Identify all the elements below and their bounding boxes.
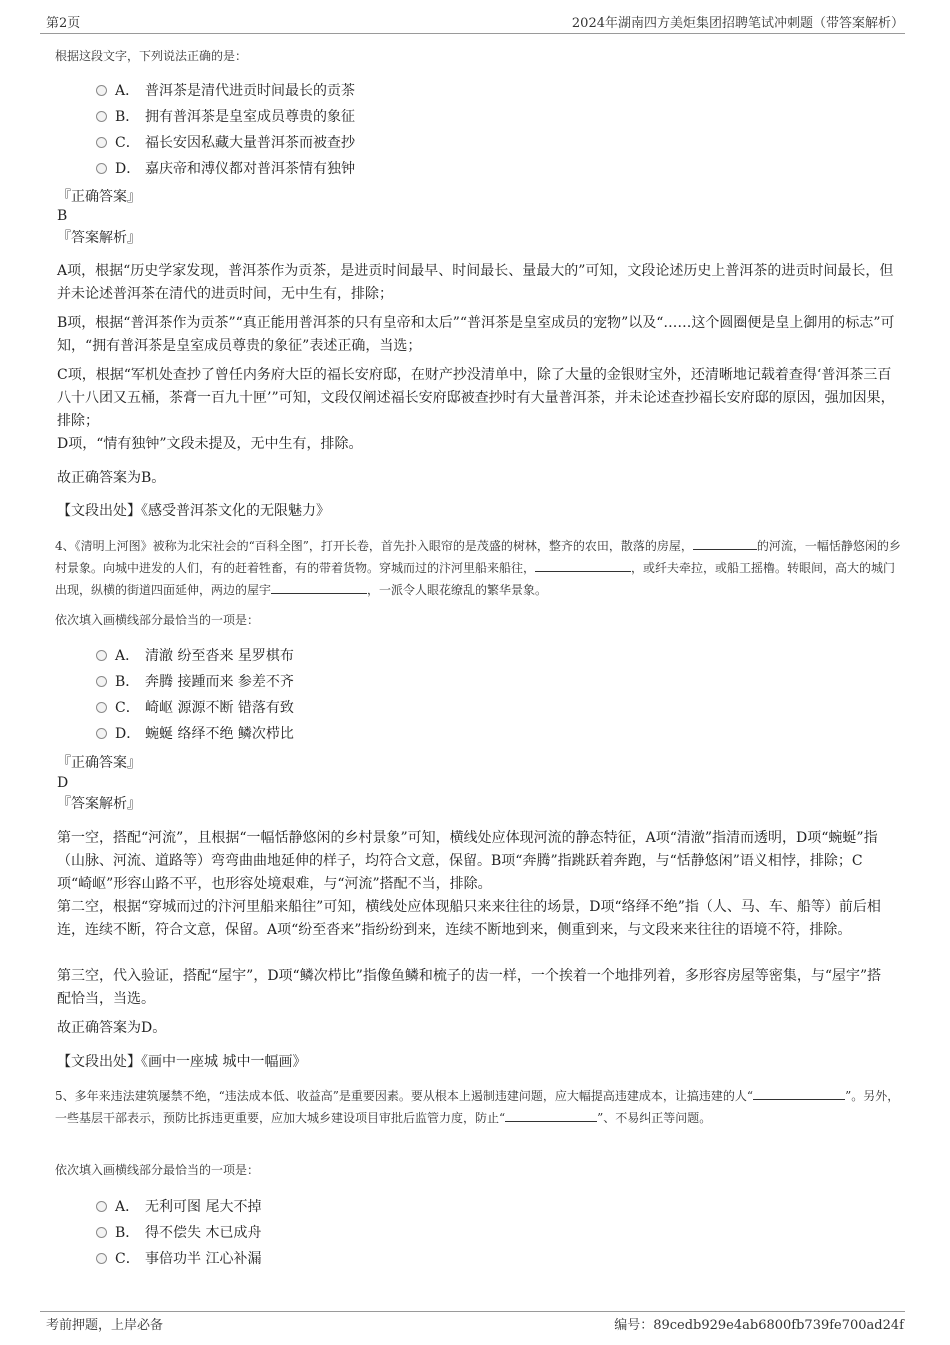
blank-1[interactable]: [753, 1086, 845, 1100]
q3-conclusion: 故正确答案为B。: [57, 470, 166, 486]
q3-answer-label: 『正确答案』: [57, 189, 141, 205]
q4-option-a[interactable]: A． 清澈 纷至沓来 星罗棋布: [96, 646, 294, 666]
q4-option-d[interactable]: D． 蜿蜒 络绎不绝 鳞次栉比: [96, 724, 294, 744]
blank-2[interactable]: [535, 558, 631, 572]
q5-option-a[interactable]: A． 无利可图 尾大不掉: [96, 1197, 261, 1217]
q3-option-d[interactable]: D． 嘉庆帝和溥仪都对普洱茶情有独钟: [96, 159, 355, 179]
footer-slogan: 考前押题，上岸必备: [46, 1318, 164, 1333]
q4-analysis-2: 第二空，根据“穿城而过的汴河里船来船往”可知，横线处应体现船只来来往往的场景，D项“络绎不绝”指（人、马、车、船等）前后相连，连续不断，符合文意，保留。A项“纷至沓来”指纷纷到来，连续不断地到来，侧重到来，与文段来来往往的语境不符，排除。: [57, 899, 881, 938]
q3-analysis-a: A项，根据“历史学家发现，普洱茶作为贡茶，是进贡时间最早、时间最长、量最大的”可知，文段论述历史上普洱茶的进贡时间最长，但并未论述普洱茶在清代的进贡时间，无中生有，排除；: [57, 263, 894, 302]
q4-answer-label: 『正确答案』: [57, 755, 141, 771]
q3-option-a[interactable]: A． 普洱茶是清代进贡时间最长的贡茶: [96, 81, 355, 101]
footer-divider: [40, 1311, 905, 1312]
radio-icon[interactable]: [96, 1227, 107, 1238]
q3-analysis-label: 『答案解析』: [57, 230, 141, 246]
q5-option-b[interactable]: B． 得不偿失 木已成舟: [96, 1223, 261, 1243]
q4-analysis-1: 第一空，搭配“河流”，且根据“一幅恬静悠闲的乡村景象”可知，横线处应体现河流的静态特征，A项“清澈”指清而透明，D项“蜿蜒”指（山脉、河流、道路等）弯弯曲曲地延伸的样子，均符合文意，保留。B项“奔腾”指跳跃着奔跑，与“恬静悠闲”语义相悖，排除；C项“崎岖”形容山路不平，也形容处境艰难，与“河流”搭配不当，排除。: [57, 830, 878, 892]
q4-stem: 4、《清明上河图》被称为北宋社会的“百科全图”，打开长卷，首先扑入眼帘的是茂盛的树林，整齐的农田，散落的房屋， 的河流，一幅恬静悠闲的乡村景象。向城中进发的人们，有的赶着牲畜，有的带着货物。穿城而过的汴河里船来船往， ，或纤夫牵拉，或船工摇橹。转眼间，高大的城门出现，纵横的街道四面延伸，两边的屋宇 ，一派令人眼花缭乱的繁华景象。: [55, 535, 905, 601]
q4-prompt: 依次填入画横线部分最恰当的一项是：: [55, 613, 260, 627]
q3-answer: B: [57, 208, 68, 224]
radio-icon[interactable]: [96, 137, 107, 148]
radio-icon[interactable]: [96, 1201, 107, 1212]
q3-option-b[interactable]: B． 拥有普洱茶是皇室成员尊贵的象征: [96, 107, 355, 127]
q4-option-c[interactable]: C． 崎岖 源源不断 错落有致: [96, 698, 294, 718]
blank-3[interactable]: [271, 580, 367, 594]
header-divider: [40, 33, 905, 34]
footer-id: 编号：89cedb929e4ab6800fb739fe700ad24f: [614, 1318, 904, 1333]
radio-icon[interactable]: [96, 650, 107, 661]
radio-icon[interactable]: [96, 702, 107, 713]
q4-analysis-label: 『答案解析』: [57, 796, 141, 812]
q4-analysis-3: 第三空，代入验证，搭配“屋宇”，D项“鳞次栉比”指像鱼鳞和梳子的齿一样，一个挨着一个地排列着，多形容房屋等密集，与“屋宇”搭配恰当，当选。: [57, 968, 882, 1007]
page-number: 第2页: [46, 16, 81, 31]
radio-icon[interactable]: [96, 85, 107, 96]
q3-option-c[interactable]: C． 福长安因私藏大量普洱茶而被查抄: [96, 133, 355, 153]
q4-answer: D: [57, 775, 69, 791]
q4-option-b[interactable]: B． 奔腾 接踵而来 参差不齐: [96, 672, 294, 692]
q4-conclusion: 故正确答案为D。: [57, 1020, 167, 1036]
q3-source: 【文段出处】《感受普洱茶文化的无限魅力》: [57, 503, 330, 519]
q3-analysis-c: C项，根据“军机处查抄了曾任内务府大臣的福长安府邸，在财产抄没清单中，除了大量的金银财宝外，还清晰地记载着查得‘普洱茶三百八十八团又五桶，茶膏一百九十匣’”可知，文段仅阐述福长安府邸被查抄时有大量普洱茶，并未论述查抄福长安府邸的原因，强加因果，排除；: [57, 367, 895, 429]
q3-prompt: 根据这段文字，下列说法正确的是：: [55, 49, 248, 63]
q4-source: 【文段出处】《画中一座城 城中一幅画》: [57, 1054, 307, 1070]
q5-option-c[interactable]: C． 事倍功半 江心补漏: [96, 1249, 261, 1269]
radio-icon[interactable]: [96, 676, 107, 687]
q5-stem: 5、多年来违法建筑屡禁不绝，“违法成本低、收益高”是重要因素。要从根本上遏制违建问题，应大幅提高违建成本，让搞违建的人“ ”。另外，一些基层干部表示，预防比拆违更重要，应加大城乡建设项目审批后监管力度，防止“ ”、不易纠正等问题。: [55, 1085, 905, 1129]
q3-analysis-d: D项，“情有独钟”文段未提及，无中生有，排除。: [57, 436, 363, 452]
radio-icon[interactable]: [96, 1253, 107, 1264]
blank-1[interactable]: [693, 536, 757, 550]
blank-2[interactable]: [505, 1108, 597, 1122]
q3-analysis-b: B项，根据“普洱茶作为贡茶”“真正能用普洱茶的只有皇帝和太后”“普洱茶是皇室成员的宠物”以及“……这个圆圈便是皇上御用的标志”可知，“拥有普洱茶是皇室成员尊贵的象征”表述正确，当选；: [57, 315, 895, 354]
radio-icon[interactable]: [96, 111, 107, 122]
radio-icon[interactable]: [96, 728, 107, 739]
q5-prompt: 依次填入画横线部分最恰当的一项是：: [55, 1163, 260, 1177]
radio-icon[interactable]: [96, 163, 107, 174]
document-title: 2024年湖南四方美炬集团招聘笔试冲刺题（带答案解析）: [571, 16, 904, 31]
